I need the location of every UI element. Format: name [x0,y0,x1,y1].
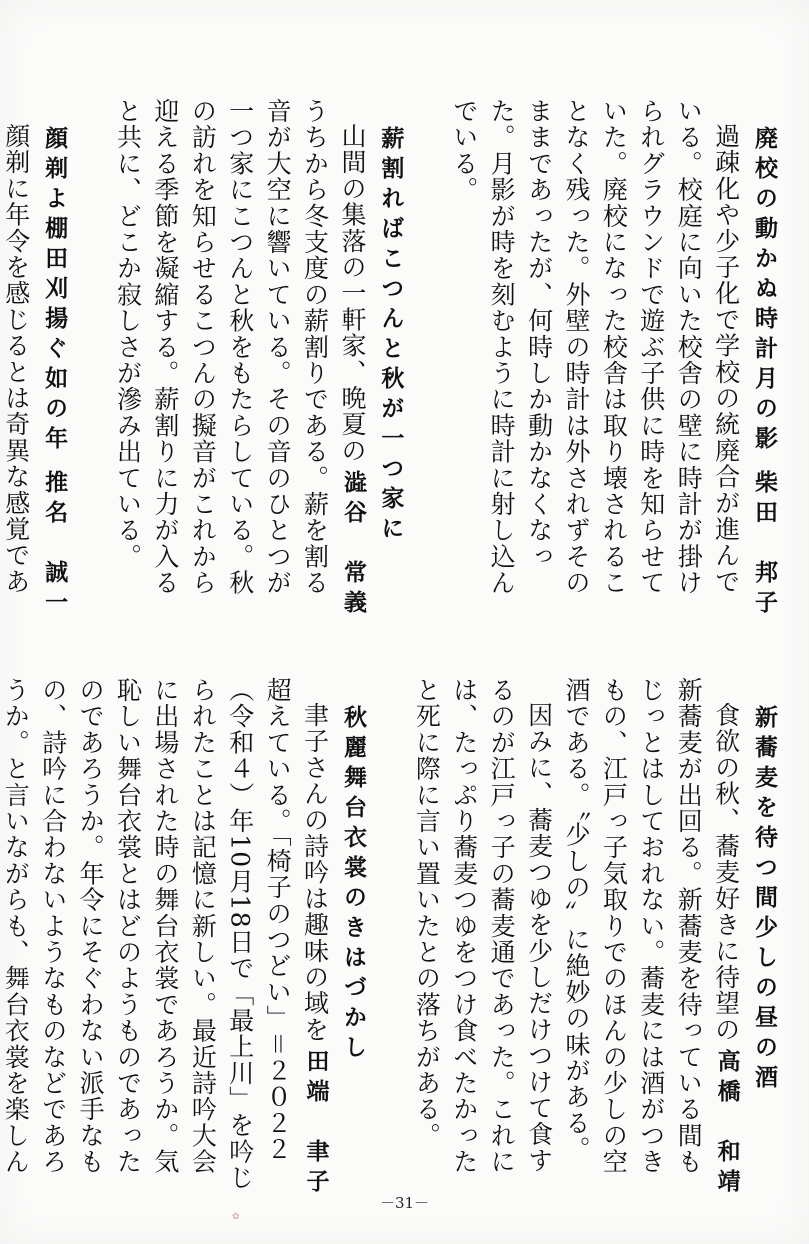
essay-paragraph: 因みに、蕎麦つゆを少しだけつけて食するのが江戸っ子の蕎麦通であった。これには、たっぷり蕎麦つゆをつけ食べたかったと死に際に言い置いたとの落ちがある。 [412,677,554,1175]
essay-heading [713,677,782,1199]
essay [109,98,408,620]
haiku-title: 廃校の動かぬ時計月の影 [751,126,777,456]
essay [408,677,782,1199]
essay [0,98,72,620]
essay-paragraph: 山間の集落の一軒家、晩夏のうちから冬支度の薪割りである。薪を割る音が大空に響いている。その音のひとつが一つ家にこつんと秋をもたらしている。秋の訪れを知らせるこつんの擬音がこれから迎える季節を凝縮する。薪割りに力が入ると共に、どこか寂しさが滲み出ている。 [113,98,367,596]
essay-heading [745,98,782,620]
page-number: －31－ [379,1194,430,1212]
top-column-block [1,98,782,620]
haiku-title: 新蕎麦を待つ間少しの昼の酒 [751,705,777,1095]
author-name: 田端 聿子 [302,1049,329,1199]
essay [0,677,371,1199]
bottom-column-block [1,677,782,1199]
essay-paragraph: 食欲の秋、蕎麦好きに待望の新蕎麦が出回る。新蕎麦を待っている間もじっとはしておれない。蕎麦には酒がつきもの、江戸っ子気取りでのほんの少しの空酒である。〝少しの〟に絶妙の味がある。 [561,677,741,1175]
essay-paragraph: 聿子さんの詩吟は趣味の域を超えている。「椅子のつどい」＝２０２２（令和４）年10月18日で「最上川」を吟じられたことは記憶に新しい。最近詩吟大会に出場された時の舞台衣裳であろうか。気恥しい舞台衣裳とはどのようものであったのであろうか。年令にそぐわない派手なもの、詩吟に合わないようなものなどであろうか。と言いながらも、舞台衣裳を楽しん [1,677,330,1191]
author-name: 高橋 和靖 [713,1049,740,1199]
haiku-title: 秋麗舞台衣裳のきはづかし [339,705,366,1065]
essay-paragraph: 過疎化や少子化で学校の統廃合が進んでいる。校庭に向いた校舎の壁に時計が掛けられグラウンドで遊ぶ子供に時を知らせていた。廃校になった校舎は取り壊されることなく残った。外壁の時計は外されずそのままであったが、何時しか動かなくなった。月影が時を刻むように時計に射し込んでいる。 [449,98,741,596]
flower-mark-icon: ✿ [232,1212,240,1222]
essay [445,98,782,620]
haiku-title: 顔剃よ棚田刈揚ぐ如の年 [41,126,68,456]
essay-heading [35,98,72,620]
essay-heading [302,677,371,1199]
haiku-title: 薪割ればこつんと秋が一つ家に [377,126,404,546]
essay-heading [339,98,408,620]
author-name: 推名 誠一 [41,470,68,620]
essay-paragraph: 顔剃に年令を感じるとは奇異な感覚であ [1,123,31,595]
author-name: 柴田 邦子 [751,470,777,620]
author-name: 澁谷 常義 [339,470,366,620]
